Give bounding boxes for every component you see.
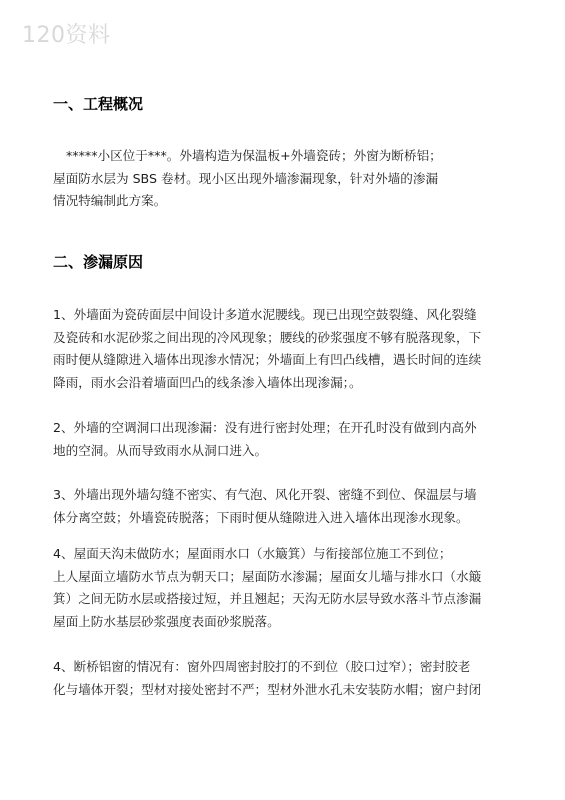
paragraph-cause-2 bbox=[53, 417, 519, 462]
text-line: 化与墙体开裂；型材对接处密封不严；型材外泄水孔未安装防水帽；窗户封闭 bbox=[53, 681, 482, 697]
text-line: 雨时便从缝隙进入墙体出现渗水情况；外墙面上有凹凸线槽，遇长时间的连续 bbox=[53, 352, 482, 367]
text-line: 1、外墙面为瓷砖面层中间设计多道水泥腰线。现已出现空鼓裂缝、风化裂缝 bbox=[53, 307, 477, 322]
text-line: 2、外墙的空调洞口出现渗漏：没有进行密封处理；在开孔时没有做到内高外 bbox=[53, 420, 477, 435]
text-line: 地的空洞。从而导致雨水从洞口进入。 bbox=[53, 442, 268, 458]
section-heading-causes: 二、渗漏原因 bbox=[53, 253, 144, 271]
paragraph-cause-5 bbox=[53, 656, 519, 701]
paragraph-cause-3 bbox=[53, 484, 519, 529]
text-line: 降雨，雨水会沿着墙面凹凸的线条渗入墙体出现渗漏；。 bbox=[53, 374, 362, 390]
text-line: 上人屋面立墙防水节点为朝天口；屋面防水渗漏；屋面女儿墙与排水口（水簸 bbox=[53, 568, 482, 584]
text-line: 体分离空鼓；外墙瓷砖脱落；下雨时便从缝隙进入进入墙体出现渗水现象。 bbox=[53, 509, 469, 525]
text-line: *****小区位于***。外墙构造为保温板+外墙瓷砖；外窗为断桥铝； bbox=[66, 148, 442, 163]
text-line: 屋面上防水基层砂浆强度表面砂浆脱落。 bbox=[53, 613, 280, 629]
paragraph-cause-4 bbox=[53, 543, 519, 633]
section-heading-overview: 一、工程概况 bbox=[53, 95, 144, 113]
text-line: 箕）之间无防水层或搭接过短，并且翘起；天沟无防水层导致水落斗节点渗漏 bbox=[53, 591, 482, 606]
paragraph-overview bbox=[53, 145, 519, 213]
text-line: 4、断桥铝窗的情况有：窗外四周密封胶打的不到位（胶口过窄）；密封胶老 bbox=[53, 659, 471, 674]
text-line: 及瓷砖和水泥砂浆之间出现的冷风现象；腰线的砂浆强度不够有脱落现象，下 bbox=[53, 329, 482, 345]
paragraph-cause-1 bbox=[53, 304, 519, 394]
text-line: 3、外墙出现外墙勾缝不密实、有气泡、风化开裂、密缝不到位、保温层与墙 bbox=[53, 487, 477, 502]
watermark: 120资料 bbox=[22, 23, 111, 48]
text-line: 屋面防水层为 SBS 卷材。现小区出现外墙渗漏现象，针对外墙的渗漏 bbox=[53, 170, 439, 186]
text-line: 4、屋面天沟未做防水；屋面雨水口（水簸箕）与衔接部位施工不到位； bbox=[53, 546, 452, 561]
text-line: 情况特编制此方案。 bbox=[53, 193, 167, 208]
